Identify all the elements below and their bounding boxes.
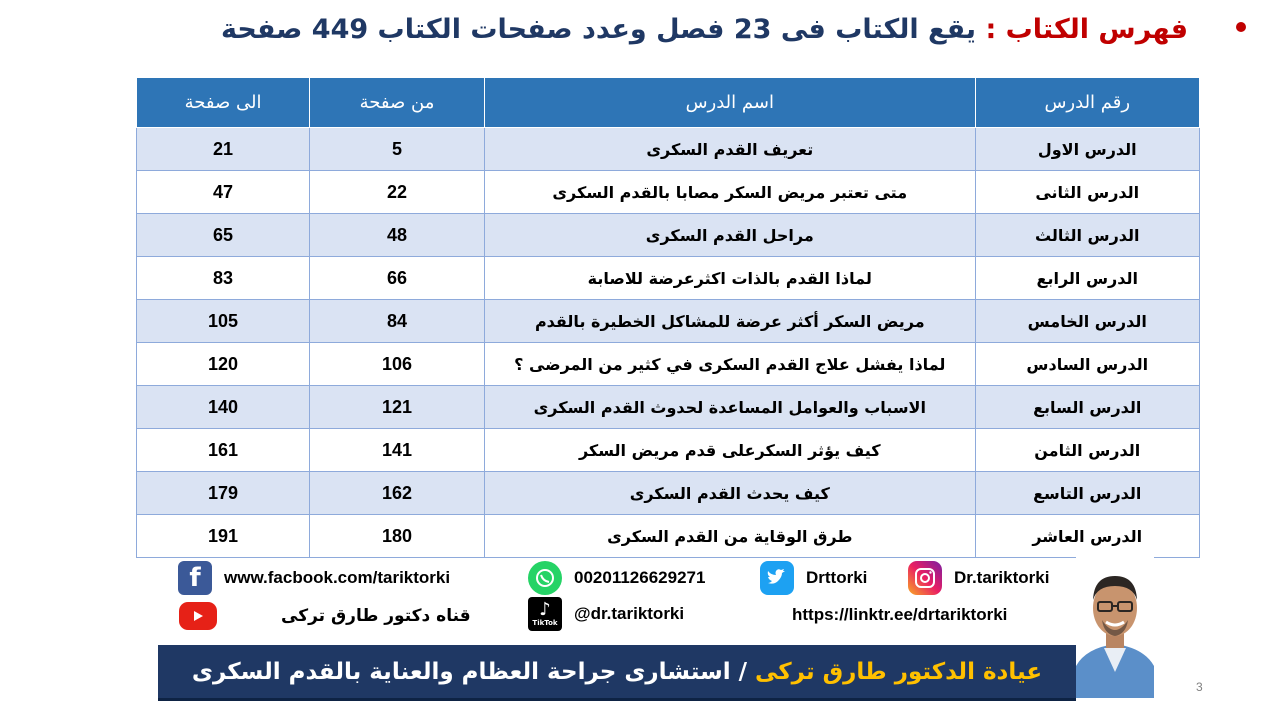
twitter-icon [760,561,794,595]
to-page-cell: 83 [137,257,310,300]
lesson-number-cell: الدرس الثامن [975,429,1199,472]
tiktok-contact[interactable] [528,597,684,631]
linktree-contact[interactable] [792,605,1007,625]
linktree-link[interactable]: https://linktr.ee/drtariktorki [792,605,1008,624]
table-row [137,128,1200,171]
to-page-cell: 21 [137,128,310,171]
facebook-contact[interactable] [178,561,450,595]
lesson-name-cell: متى تعتبر مريض السكر مصابا بالقدم السكرى [485,171,976,214]
lesson-number-cell: الدرس السادس [975,343,1199,386]
doctor-photo [1076,548,1154,698]
banner-clinic-name: عيادة الدكتور طارق تركى [755,658,1043,685]
page-title [221,14,1188,45]
tiktok-icon-label: TikTok [532,619,558,627]
lessons-table [136,77,1200,558]
to-page-cell: 191 [137,515,310,558]
from-page-cell: 84 [310,300,485,343]
table-row [137,429,1200,472]
from-page-cell: 5 [310,128,485,171]
from-page-cell: 162 [310,472,485,515]
table-row [137,343,1200,386]
lesson-name-cell: الاسباب والعوامل المساعدة لحدوث القدم السكرى [485,386,976,429]
lesson-number-cell: الدرس العاشر [975,515,1199,558]
whatsapp-contact[interactable] [528,561,705,595]
from-page-cell: 48 [310,214,485,257]
clinic-banner [158,645,1076,701]
lesson-number-cell: الدرس التاسع [975,472,1199,515]
page-number: 3 [1196,680,1203,694]
tiktok-icon: ♪ TikTok [528,597,562,631]
from-page-cell: 121 [310,386,485,429]
lesson-name-cell: لماذا يفشل علاج القدم السكرى في كثير من المرضى ؟ [485,343,976,386]
to-page-cell: 65 [137,214,310,257]
lesson-number-cell: الدرس الخامس [975,300,1199,343]
header-from-page: من صفحة [310,78,485,128]
title-rest: يقع الكتاب فى 23 فصل وعدد صفحات الكتاب 449 صفحة [221,14,977,45]
header-lesson-name: اسم الدرس [485,78,976,128]
to-page-cell: 140 [137,386,310,429]
table-row [137,171,1200,214]
lesson-name-cell: تعريف القدم السكرى [485,128,976,171]
table-row [137,257,1200,300]
whatsapp-number[interactable]: 00201126629271 [574,568,706,587]
table-header-row [137,78,1200,128]
youtube-icon [179,602,217,630]
table-row [137,472,1200,515]
whatsapp-icon [528,561,562,595]
lesson-number-cell: الدرس الثالث [975,214,1199,257]
header-to-page: الى صفحة [137,78,310,128]
to-page-cell: 105 [137,300,310,343]
from-page-cell: 141 [310,429,485,472]
youtube-contact[interactable] [179,602,471,630]
lesson-name-cell: لماذا القدم بالذات اكثرعرضة للاصابة [485,257,976,300]
table-row [137,300,1200,343]
youtube-channel[interactable]: قناه دكتور طارق تركى [281,606,471,626]
lesson-number-cell: الدرس السابع [975,386,1199,429]
to-page-cell: 161 [137,429,310,472]
table-row [137,515,1200,558]
header-lesson-number: رقم الدرس [975,78,1199,128]
lesson-name-cell: مريض السكر أكثر عرضة للمشاكل الخطيرة بالقدم [485,300,976,343]
from-page-cell: 180 [310,515,485,558]
table-row [137,214,1200,257]
instagram-icon [908,561,942,595]
banner-specialty: / استشارى جراحة العظام والعناية بالقدم السكرى [191,658,748,685]
lesson-name-cell: مراحل القدم السكرى [485,214,976,257]
from-page-cell: 106 [310,343,485,386]
instagram-handle[interactable]: Dr.tariktorki [954,568,1050,587]
tiktok-handle[interactable]: @dr.tariktorki [574,604,685,623]
from-page-cell: 22 [310,171,485,214]
facebook-link[interactable]: www.facbook.com/tariktorki [224,568,451,587]
to-page-cell: 47 [137,171,310,214]
title-lead: فهرس الكتاب : [985,14,1188,45]
lesson-name-cell: كيف يحدث القدم السكرى [485,472,976,515]
lesson-number-cell: الدرس الاول [975,128,1199,171]
table-row [137,386,1200,429]
instagram-contact[interactable] [908,561,1049,595]
lesson-name-cell: طرق الوقاية من القدم السكرى [485,515,976,558]
from-page-cell: 66 [310,257,485,300]
twitter-contact[interactable] [760,561,867,595]
facebook-icon: f [178,561,212,595]
bullet-dot [1236,22,1246,32]
to-page-cell: 179 [137,472,310,515]
lesson-name-cell: كيف يؤثر السكرعلى قدم مريض السكر [485,429,976,472]
lesson-number-cell: الدرس الثانى [975,171,1199,214]
to-page-cell: 120 [137,343,310,386]
lesson-number-cell: الدرس الرابع [975,257,1199,300]
twitter-handle[interactable]: Drttorki [806,568,868,587]
